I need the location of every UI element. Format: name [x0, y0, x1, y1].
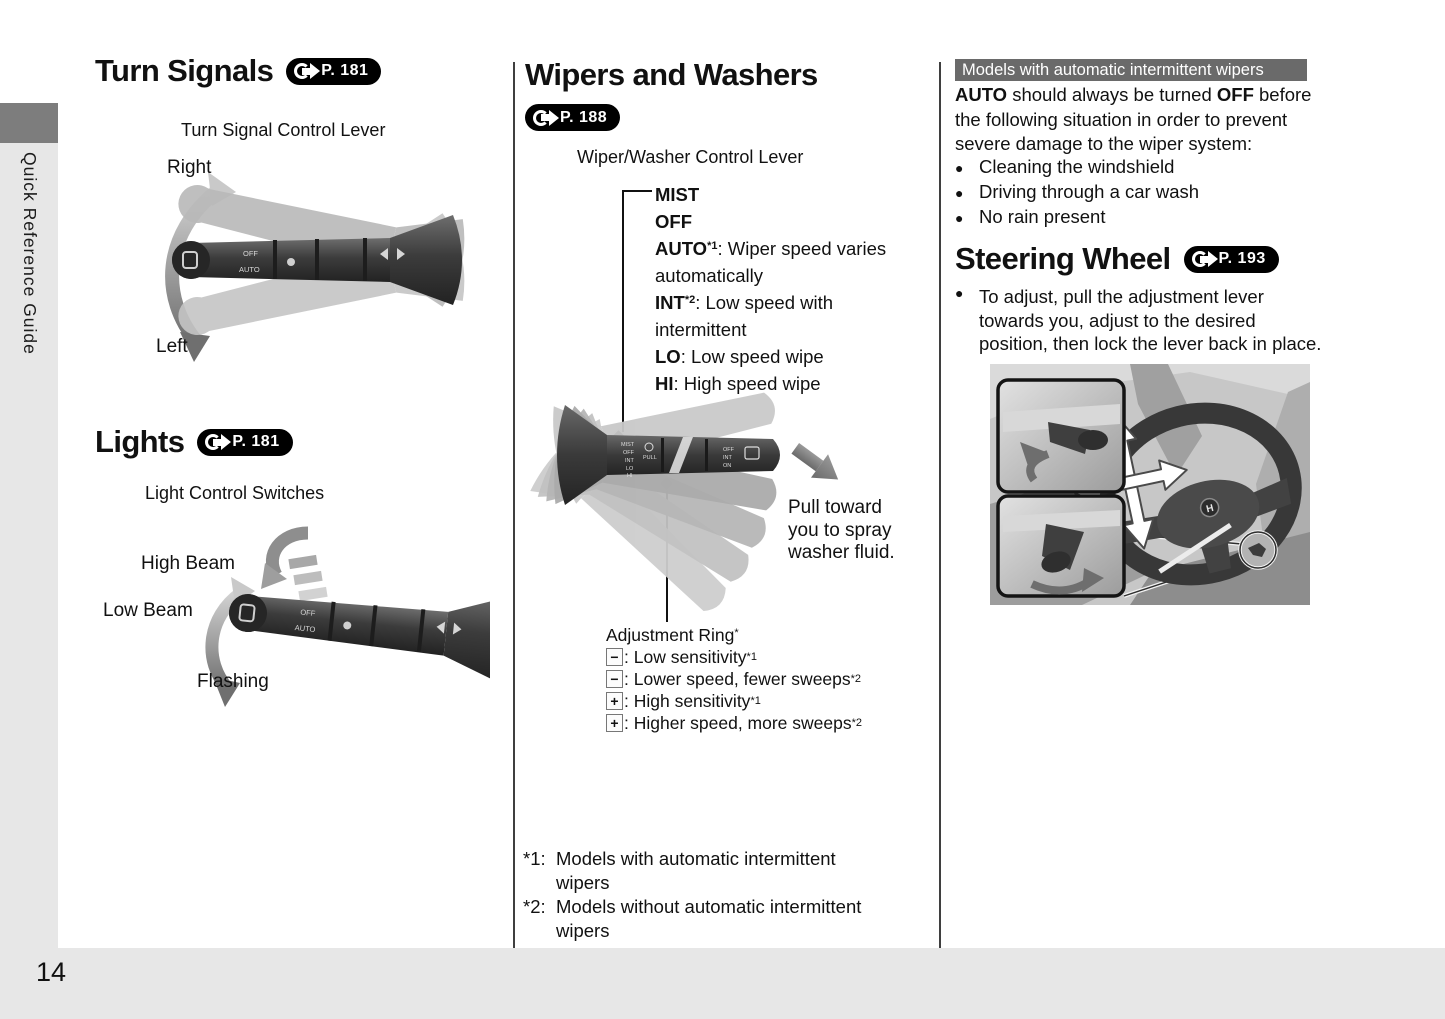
adjustment-ring-title: Adjustment Ring* [606, 625, 739, 645]
column-divider [513, 62, 515, 948]
sidebar-chapter-label: Quick Reference Guide [20, 152, 40, 355]
pull-direction-arrow [788, 438, 846, 496]
turn-signal-lever-figure [100, 148, 465, 376]
footnote-line: wipers [556, 920, 610, 941]
footnote-line: *1: Models with automatic intermittent [523, 848, 836, 869]
label-flashing: Flashing [197, 671, 269, 692]
figure-caption: Wiper/Washer Control Lever [577, 147, 804, 167]
position-line: intermittent [655, 319, 747, 340]
h-logo-icon: H [1205, 502, 1215, 516]
position-line: AUTO$^{*1}$: Wiper speed varies [655, 238, 887, 259]
label-low-beam: Low Beam [103, 600, 193, 621]
page-ref-badge[interactable] [286, 58, 381, 85]
figure-caption: Light Control Switches [145, 483, 325, 503]
svg-text:ON: ON [723, 463, 732, 469]
page-ref-badge[interactable] [1184, 246, 1279, 273]
leader-line [622, 190, 652, 192]
position-line: INT$^{*2}$: Low speed with [655, 292, 834, 313]
steering-wheel-figure [990, 364, 1310, 605]
svg-text:OFF: OFF [623, 450, 634, 456]
svg-text:OFF: OFF [723, 447, 734, 453]
svg-text:AUTO: AUTO [294, 622, 316, 635]
adjustment-item: + : Higher speed, more sweeps *2 [606, 712, 936, 734]
position-line: OFF [655, 211, 692, 232]
steering-wheel-heading [955, 241, 1279, 277]
footer-band [0, 948, 1445, 1019]
bullet-icon: ● [955, 185, 964, 201]
steering-adjust-note: ● To adjust, pull the adjustment lever towards you, adjust to the desired position, then lock the lever back in place. [955, 285, 1322, 354]
page-ref-badge[interactable] [197, 429, 292, 456]
minus-button-icon: − [606, 670, 623, 688]
page-ref-label: P. 188 [560, 108, 608, 126]
svg-text:PULL: PULL [643, 455, 657, 461]
position-line: MIST [655, 184, 700, 205]
wiper-positions-legend [655, 180, 945, 396]
adjustment-item: + : High sensitivity *1 [606, 690, 936, 712]
bullet-item: ● Driving through a car wash [955, 181, 1200, 202]
page-ref-badge[interactable] [525, 104, 620, 131]
minus-button-icon: − [606, 648, 623, 666]
inset-lever-released [998, 496, 1124, 596]
chapter-tab[interactable] [0, 103, 58, 143]
conditional-header-bar: Models with automatic intermittent wipers [955, 59, 1307, 81]
plus-button-icon: + [606, 692, 623, 710]
wipers-heading: Wipers and Washers [525, 57, 818, 92]
position-line: HI: High speed wipe [655, 373, 821, 394]
inset-lever-locked [998, 380, 1124, 492]
svg-text:LO: LO [626, 466, 634, 472]
svg-text:OFF: OFF [243, 249, 258, 258]
footnote-line: *2: Models without automatic intermittent [523, 896, 862, 917]
page-number: 14 [36, 957, 67, 987]
position-line: automatically [655, 265, 763, 286]
svg-text:MIST: MIST [621, 442, 635, 448]
wiper-lever-figure [523, 383, 795, 625]
section-title: Lights [95, 424, 185, 459]
label-left: Left [156, 336, 188, 357]
auto-note-bullets [955, 156, 1199, 231]
svg-text:INT: INT [723, 455, 732, 461]
plus-button-icon: + [606, 714, 623, 732]
page-ref-label: P. 181 [321, 62, 369, 79]
footnotes [523, 847, 953, 943]
svg-text:AUTO: AUTO [239, 265, 260, 274]
position-line: LO: Low speed wipe [655, 346, 824, 367]
figure-caption: Turn Signal Control Lever [181, 120, 386, 140]
adjustment-ring-legend [606, 622, 936, 734]
bullet-icon: ● [955, 210, 964, 226]
turn-signals-heading [95, 53, 381, 89]
lights-heading [95, 424, 293, 460]
label-right: Right [167, 157, 212, 178]
label-high-beam: High Beam [141, 553, 235, 574]
bullet-item: ● Cleaning the windshield [955, 156, 1175, 177]
pull-note: Pull toward you to spray washer fluid. [788, 497, 895, 563]
page-ref-label: P. 181 [232, 433, 280, 450]
section-title: Steering Wheel [955, 241, 1171, 276]
wipers-page-ref [525, 104, 620, 131]
adjustment-item: − : Low sensitivity *1 [606, 646, 936, 668]
page-ref-label: P. 193 [1218, 250, 1266, 267]
svg-text:HI: HI [627, 473, 633, 479]
bullet-item: ● No rain present [955, 206, 1106, 227]
adjustment-item: − : Lower speed, fewer sweeps *2 [606, 668, 936, 690]
footnote-line: wipers [556, 872, 610, 893]
svg-text:OFF: OFF [299, 607, 316, 619]
section-title: Turn Signals [95, 53, 274, 88]
bullet-icon: ● [955, 285, 964, 301]
svg-text:INT: INT [625, 458, 634, 464]
bullet-icon: ● [955, 160, 964, 176]
auto-note-paragraph: AUTO should always be turned OFF before the following situation in order to prevent severe damage to the wiper system: [955, 84, 1312, 154]
